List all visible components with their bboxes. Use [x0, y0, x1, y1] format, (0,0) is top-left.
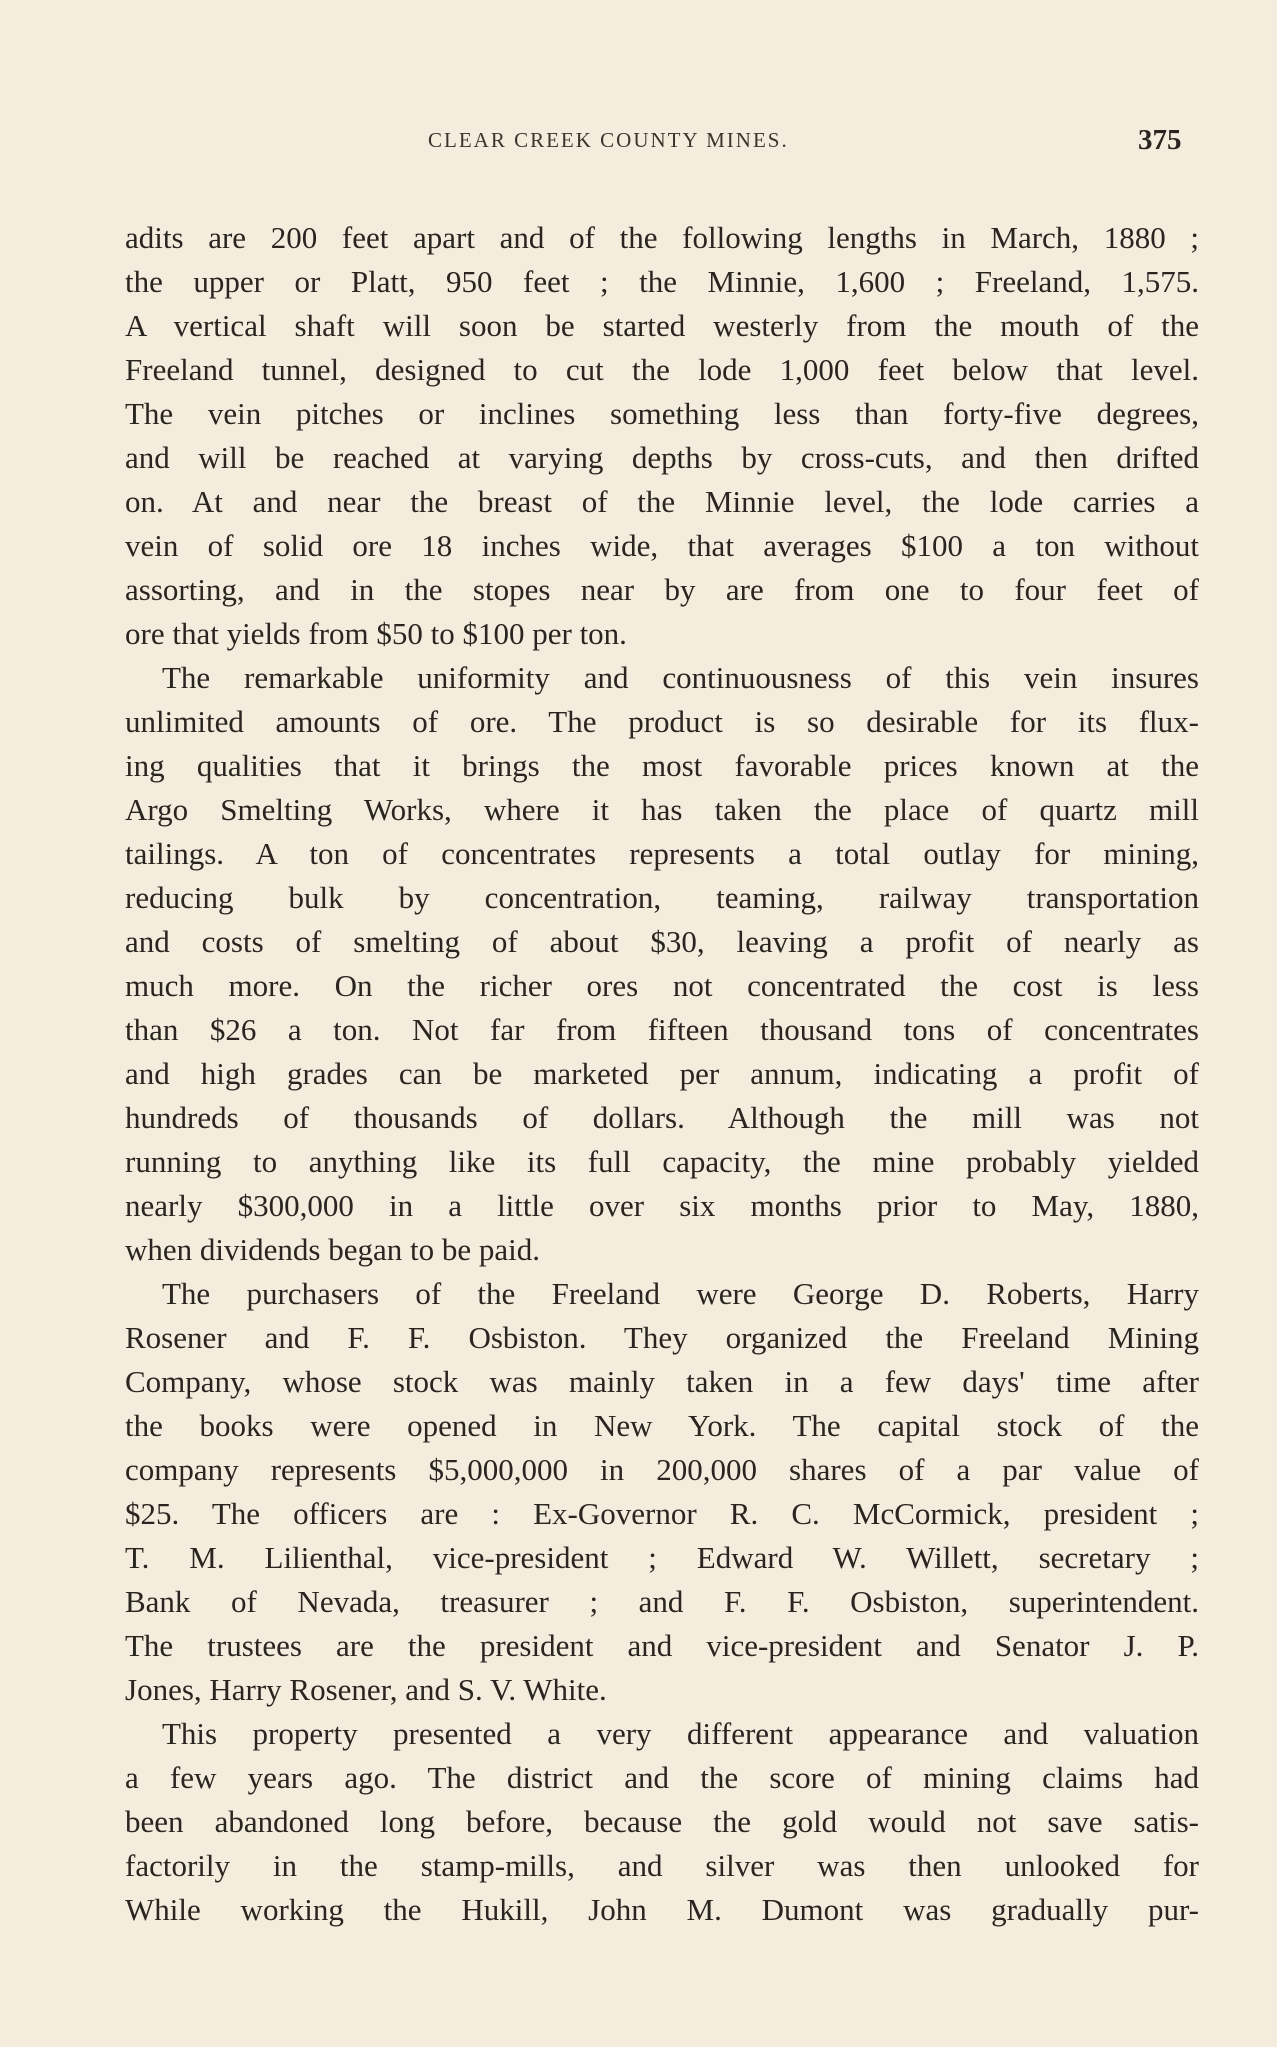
text-line: ing qualities that it brings the most favorable prices known at the: [125, 748, 1199, 783]
text-line: and costs of smelting of about $30, leaving a profit of nearly as: [125, 924, 1199, 959]
text-line: tailings. A ton of concentrates represents a total outlay for mining,: [125, 836, 1199, 871]
text-line: T. M. Lilienthal, vice-president ; Edward W. Willett, secretary ;: [125, 1540, 1199, 1575]
text-line: the upper or Platt, 950 feet ; the Minnie, 1,600 ; Freeland, 1,575.: [125, 264, 1199, 299]
text-line: Company, whose stock was mainly taken in a few days' time after: [125, 1364, 1199, 1399]
text-line: A vertical shaft will soon be started westerly from the mouth of the: [125, 308, 1199, 343]
text-line: The vein pitches or inclines something less than forty-five degrees,: [125, 396, 1199, 431]
text-line: than $26 a ton. Not far from fifteen thousand tons of concentrates: [125, 1012, 1199, 1047]
text-line: factorily in the stamp-mills, and silver was then unlooked for: [125, 1848, 1199, 1883]
text-line: Freeland tunnel, designed to cut the lode 1,000 feet below that level.: [125, 352, 1199, 387]
text-line: hundreds of thousands of dollars. Although the mill was not: [125, 1100, 1199, 1135]
text-line: a few years ago. The district and the score of mining claims had: [125, 1760, 1199, 1795]
text-line: on. At and near the breast of the Minnie level, the lode carries a: [125, 484, 1199, 519]
text-line: Rosener and F. F. Osbiston. They organized the Freeland Mining: [125, 1320, 1199, 1355]
text-line: the books were opened in New York. The capital stock of the: [125, 1408, 1199, 1443]
text-line: $25. The officers are : Ex-Governor R. C. McCormick, president ;: [125, 1496, 1199, 1531]
text-line: assorting, and in the stopes near by are from one to four feet of: [125, 572, 1199, 607]
text-line: nearly $300,000 in a little over six months prior to May, 1880,: [125, 1188, 1199, 1223]
text-line: running to anything like its full capacity, the mine probably yielded: [125, 1144, 1199, 1179]
text-line: unlimited amounts of ore. The product is so desirable for its flux-: [125, 704, 1199, 739]
text-line: The remarkable uniformity and continuousness of this vein insures: [162, 660, 1199, 695]
text-line: adits are 200 feet apart and of the following lengths in March, 1880 ;: [125, 220, 1199, 255]
text-line: company represents $5,000,000 in 200,000 shares of a par value of: [125, 1452, 1199, 1487]
text-line: much more. On the richer ores not concentrated the cost is less: [125, 968, 1199, 1003]
text-line: ore that yields from $50 to $100 per ton.: [125, 616, 627, 651]
text-line: The trustees are the president and vice-president and Senator J. P.: [125, 1628, 1199, 1663]
body-text: [125, 216, 1199, 1932]
text-line: This property presented a very different appearance and valuation: [162, 1716, 1199, 1751]
text-line: when dividends began to be paid.: [125, 1232, 540, 1267]
text-line: vein of solid ore 18 inches wide, that averages $100 a ton without: [125, 528, 1199, 563]
text-line: been abandoned long before, because the gold would not save satis-: [125, 1804, 1199, 1839]
text-line: Argo Smelting Works, where it has taken the place of quartz mill: [125, 792, 1199, 827]
text-line: and high grades can be marketed per annum, indicating a profit of: [125, 1056, 1199, 1091]
page-number: 375: [1138, 124, 1182, 156]
page-header: [0, 124, 1277, 168]
text-line: and will be reached at varying depths by cross-cuts, and then drifted: [125, 440, 1199, 475]
text-line: While working the Hukill, John M. Dumont was gradually pur-: [125, 1892, 1199, 1927]
text-line: Jones, Harry Rosener, and S. V. White.: [125, 1672, 607, 1707]
text-line: The purchasers of the Freeland were George D. Roberts, Harry: [162, 1276, 1199, 1311]
running-head: CLEAR CREEK COUNTY MINES.: [428, 128, 789, 152]
text-line: Bank of Nevada, treasurer ; and F. F. Osbiston, superintendent.: [125, 1584, 1199, 1619]
text-line: reducing bulk by concentration, teaming, railway transportation: [125, 880, 1199, 915]
